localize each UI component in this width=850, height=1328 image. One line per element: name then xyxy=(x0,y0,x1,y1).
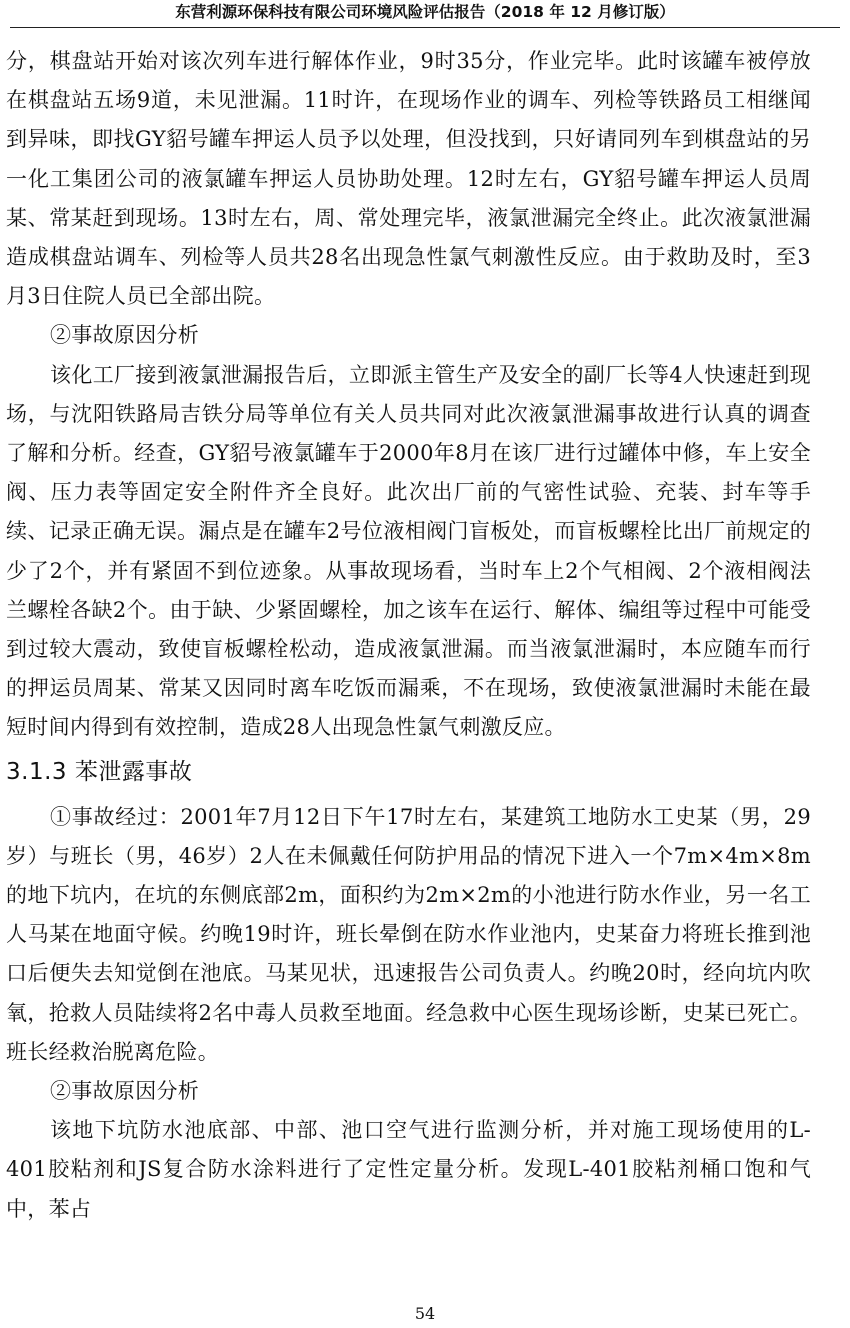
section-heading: 3.1.3 苯泄露事故 xyxy=(6,758,193,785)
subheading-cause-analysis: ②事故原因分析 xyxy=(50,323,200,348)
document-body xyxy=(6,42,811,1229)
body-paragraph: 该化工厂接到液氯泄漏报告后，立即派主管生产及安全的副厂长等4人快速赶到现场，与沈阳铁路局吉铁分局等单位有关人员共同对此次液氯泄漏事故进行认真的调查了解和分析。经查，GY貂号液氯罐车于2000年8月在该厂进行过罐体中修，车上安全阀、压力表等固定安全附件齐全良好。此次出厂前的气密性试验、充装、封车等手续、记录正确无误。漏点是在罐车2号位液相阀门盲板处，而盲板螺栓比出厂前规定的少了2个，并有紧固不到位迹象。从事故现场看，当时车上2个气相阀、2个液相阀法兰螺栓各缺2个。由于缺、少紧固螺栓，加之该车在运行、解体、编组等过程中可能受到过较大震动，致使盲板螺栓松动，造成液氯泄漏。而当液氯泄漏时，本应随车而行的押运员周某、常某又因同时离车吃饭而漏乘，不在现场，致使液氯泄漏时未能在最短时间内得到有效控制，造成28人出现急性氯气刺激反应。 xyxy=(6,362,811,740)
page-number-text: 54 xyxy=(414,1304,436,1323)
body-paragraph: ①事故经过：2001年7月12日下午17时左右，某建筑工地防水工史某（男，29岁）与班长（男，46岁）2人在未佩戴任何防护用品的情况下进入一个7m×4m×8m的地下坑内，在坑的东侧底部2m，面积约为2m×2m的小池进行防水作业，另一名工人马某在地面守候。约晚19时许，班长晕倒在防水作业池内，史某奋力将班长推到池口后便失去知觉倒在池底。马某见状，迅速报告公司负责人。约晚20时，经向坑内吹氧，抢救人员陆续将2名中毒人员救至地面。经急救中心医生现场诊断，史某已死亡。班长经救治脱离危险。 xyxy=(6,804,811,1064)
header-title: 东营利源环保科技有限公司环境风险评估报告（2018 年 12 月修订版） xyxy=(175,3,675,21)
body-paragraph: 该地下坑防水池底部、中部、池口空气进行监测分析，并对施工现场使用的L-401胶粘剂和JS复合防水涂料进行了定性定量分析。发现L-401胶粘剂桶口饱和气中，苯占 xyxy=(6,1118,811,1221)
body-paragraph: 分，棋盘站开始对该次列车进行解体作业，9时35分，作业完毕。此时该罐车被停放在棋盘站五场9道，未见泄漏。11时许，在现场作业的调车、列检等铁路员工相继闻到异味，即找GY貂号罐车押运人员予以处理，但没找到，只好请同列车到棋盘站的另一化工集团公司的液氯罐车押运人员协助处理。12时左右，GY貂号罐车押运人员周某、常某赶到现场。13时左右，周、常处理完毕，液氯泄漏完全终止。此次液氯泄漏造成棋盘站调车、列检等人员共28名出现急性氯气刺激性反应。由于救助及时，至3月3日住院人员已全部出院。 xyxy=(6,49,811,309)
page-header xyxy=(0,0,850,30)
subheading-cause-analysis: ②事故原因分析 xyxy=(50,1079,200,1104)
page-number xyxy=(0,1304,850,1324)
header-divider xyxy=(10,27,840,28)
